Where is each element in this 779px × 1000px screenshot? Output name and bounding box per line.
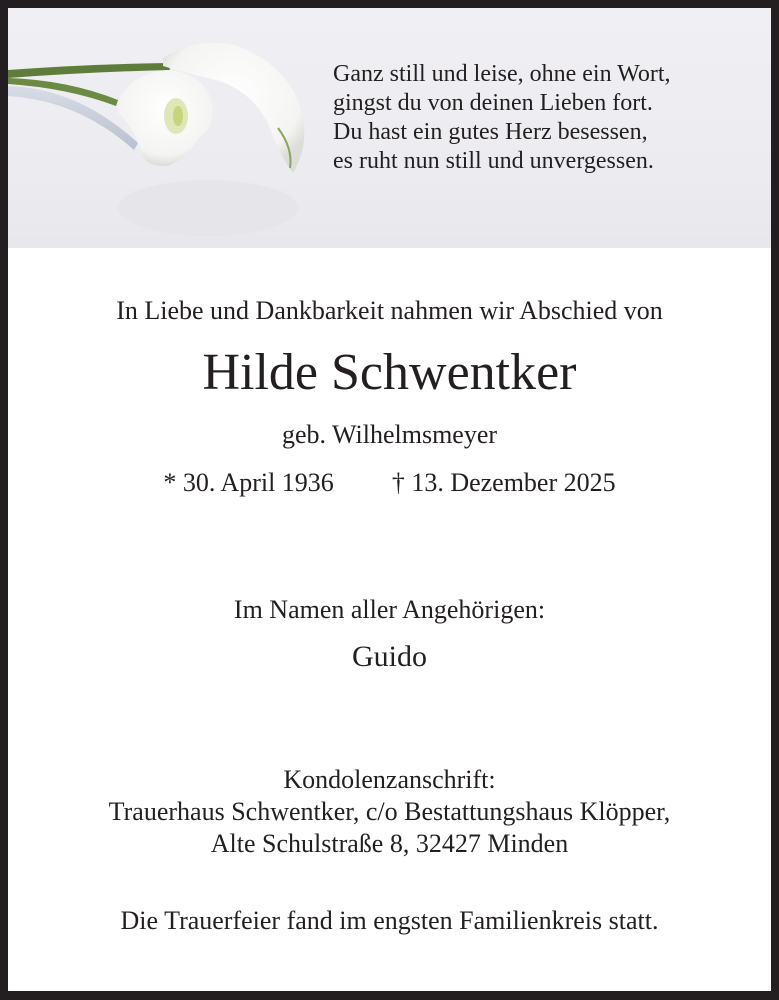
condolence-line-1: Trauerhaus Schwentker, c/o Bestattungshaus Klöpper, [108, 797, 671, 826]
obituary-card [8, 8, 771, 991]
on-behalf-label: Im Namen aller Angehörigen: [233, 595, 546, 624]
condolence-line-2: Alte Schulstraße 8, 32427 Minden [210, 829, 569, 858]
deceased-name: Hilde Schwentker [202, 344, 577, 401]
poem-line: es ruht nun still und unvergessen. [333, 148, 654, 174]
poem [333, 60, 671, 176]
calla-lily-icon [8, 8, 328, 248]
maiden-name: geb. Wilhelmsmeyer [281, 420, 498, 449]
poem-line: Ganz still und leise, ohne ein Wort, [333, 61, 671, 87]
condolence-address [8, 764, 771, 860]
life-dates [8, 468, 771, 498]
signer-name: Guido [352, 640, 427, 673]
death-date: † 13. Dezember 2025 [391, 468, 616, 497]
condolence-label: Kondolenzanschrift: [283, 765, 496, 794]
header-banner [8, 8, 771, 248]
ceremony-note: Die Trauerfeier fand im engsten Familienkreis statt. [120, 906, 659, 935]
poem-line: gingst du von deinen Lieben fort. [333, 90, 653, 116]
intro-text: In Liebe und Dankbarkeit nahmen wir Abschied von [116, 296, 663, 325]
birth-date: * 30. April 1936 [163, 468, 334, 497]
poem-line: Du hast ein gutes Herz besessen, [333, 119, 648, 145]
